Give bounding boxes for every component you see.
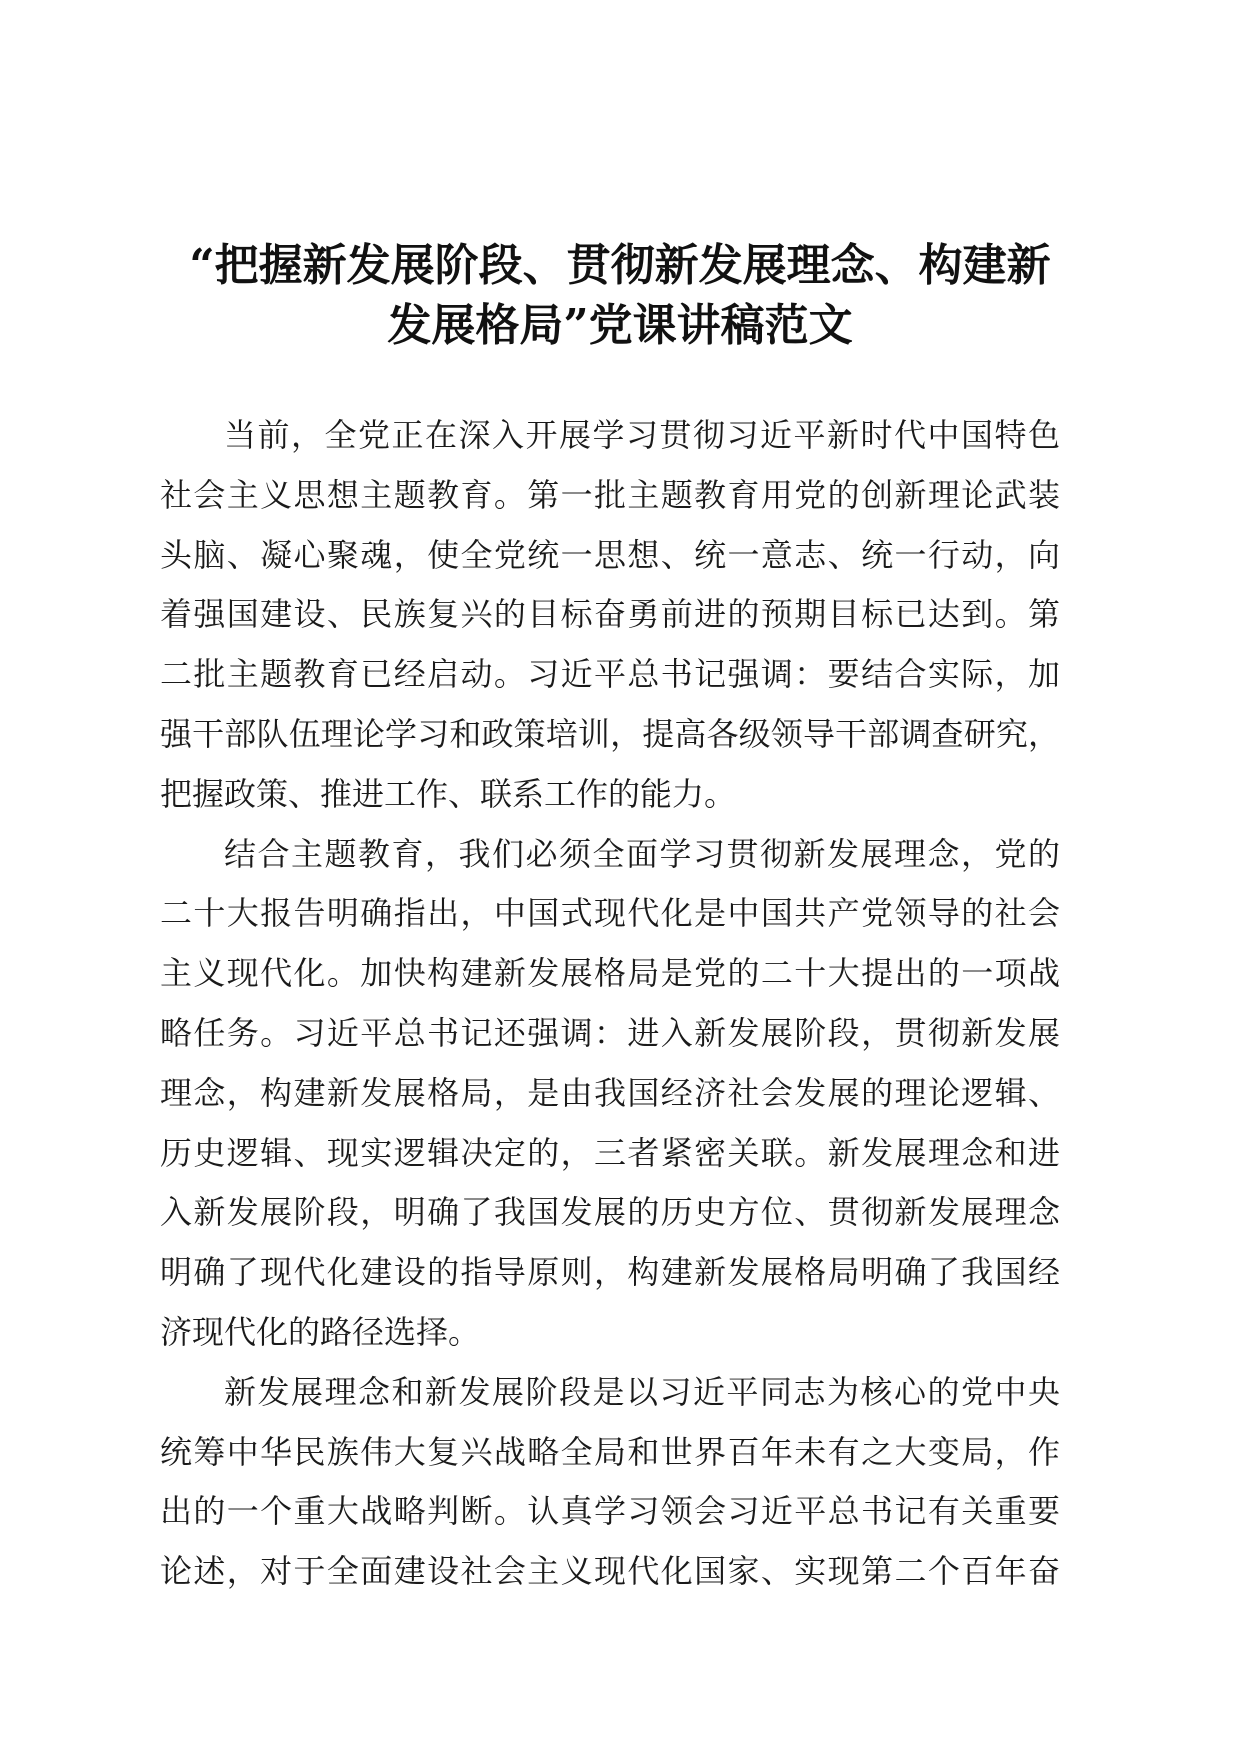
text-line: 论述，对于全面建设社会主义现代化国家、实现第二个百年奋 bbox=[160, 1552, 1060, 1591]
text-line: 把握政策、推进工作、联系工作的能力。 bbox=[160, 774, 737, 813]
text-line: 结合主题教育，我们必须全面学习贯彻新发展理念，党的 bbox=[224, 834, 1060, 873]
text-line: 二十大报告明确指出，中国式现代化是中国共产党领导的社会 bbox=[160, 894, 1060, 933]
text-line: 头脑、凝心聚魂，使全党统一思想、统一意志、统一行动，向 bbox=[160, 535, 1060, 574]
text-line: 新发展理念和新发展阶段是以习近平同志为核心的党中央 bbox=[224, 1372, 1060, 1411]
text-line: 着强国建设、民族复兴的目标奋勇前进的预期目标已达到。第 bbox=[160, 595, 1060, 634]
paragraph-3 bbox=[160, 1363, 1060, 1602]
paragraph-1 bbox=[160, 406, 1060, 825]
text-line: 当前，全党正在深入开展学习贯彻习近平新时代中国特色 bbox=[224, 416, 1060, 454]
text-line: 入新发展阶段，明确了我国发展的历史方位、贯彻新发展理念 bbox=[160, 1193, 1060, 1232]
paragraph-2 bbox=[160, 825, 1060, 1363]
text-line: 明确了现代化建设的指导原则，构建新发展格局明确了我国经 bbox=[160, 1253, 1060, 1292]
document-body bbox=[160, 406, 1060, 1602]
text-line: 社会主义思想主题教育。第一批主题教育用党的创新理论武装 bbox=[160, 475, 1060, 514]
text-line: 二批主题教育已经启动。习近平总书记强调：要结合实际，加 bbox=[160, 655, 1060, 694]
document-title bbox=[140, 236, 1100, 356]
text-line: 历史逻辑、现实逻辑决定的，三者紧密关联。新发展理念和进 bbox=[160, 1133, 1060, 1172]
text-line: 出的一个重大战略判断。认真学习领会习近平总书记有关重要 bbox=[160, 1492, 1060, 1531]
text-line: 略任务。习近平总书记还强调：进入新发展阶段，贯彻新发展 bbox=[160, 1013, 1060, 1052]
title-line-2: 发展格局”党课讲稿范文 bbox=[387, 300, 853, 351]
text-line: 统筹中华民族伟大复兴战略全局和世界百年未有之大变局，作 bbox=[160, 1432, 1060, 1471]
text-line: 济现代化的路径选择。 bbox=[160, 1312, 481, 1351]
title-line-1: “把握新发展阶段、贯彻新发展理念、构建新 bbox=[189, 240, 1051, 291]
text-line: 主义现代化。加快构建新发展格局是党的二十大提出的一项战 bbox=[160, 954, 1060, 993]
text-line: 强干部队伍理论学习和政策培训，提高各级领导干部调查研究， bbox=[160, 714, 1060, 753]
text-line: 理念，构建新发展格局，是由我国经济社会发展的理论逻辑、 bbox=[160, 1073, 1060, 1112]
